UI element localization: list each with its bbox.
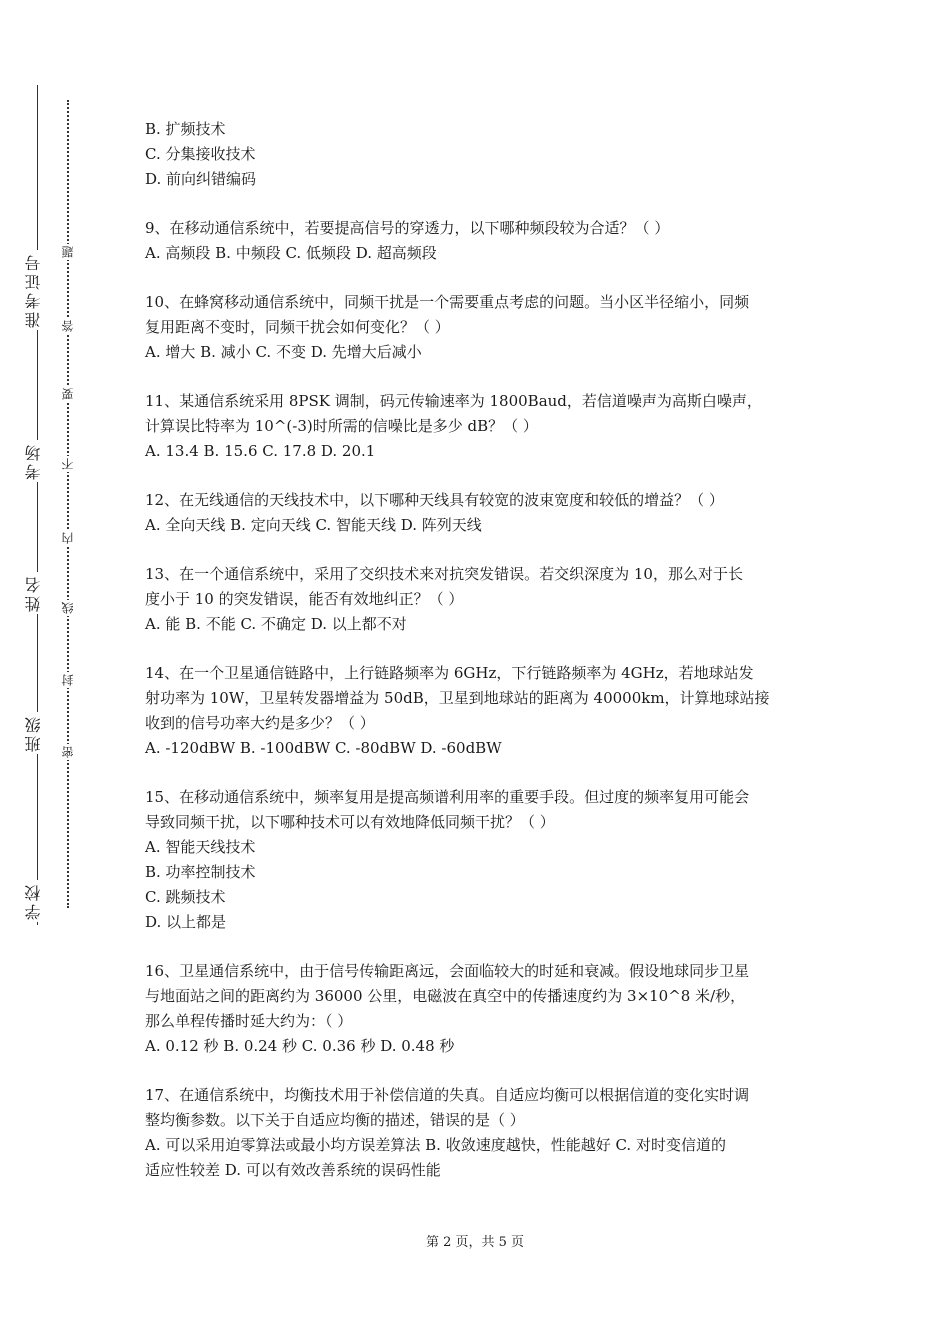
question-block — [145, 488, 815, 538]
option-line: D. 前向纠错编码 — [145, 170, 257, 188]
option-line: A. 智能天线技术 — [145, 838, 256, 856]
question-stem: 15、在移动通信系统中，频率复用是提高频谱利用率的重要手段。但过度的频率复用可能会 — [145, 788, 750, 806]
option-line: A. -120dBW B. -100dBW C. -80dBW D. -60dBW — [145, 739, 502, 757]
seal-char: 题 — [61, 246, 75, 258]
seal-char: 线 — [61, 602, 75, 614]
option-line: C. 跳频技术 — [145, 888, 226, 906]
question-block — [145, 290, 815, 365]
question-stem: 12、在无线通信的天线技术中，以下哪种天线具有较宽的波束宽度和较低的增益？（ ） — [145, 491, 724, 509]
option-line: A. 可以采用迫零算法或最小均方误差算法 B. 收敛速度越快，性能越好 C. 对时变信道的 — [145, 1136, 726, 1154]
field-label-exam-number: 准考证号 — [22, 250, 52, 330]
question-block — [145, 1083, 815, 1183]
page-number: 第 2 页，共 5 页 — [425, 1235, 525, 1250]
question-block — [145, 959, 815, 1059]
option-line: D. 以上都是 — [145, 913, 227, 931]
option-line: A. 13.4 B. 15.6 C. 17.8 D. 20.1 — [145, 442, 376, 460]
field-label-exam-room: 考场 — [22, 440, 52, 482]
question-stem: 计算误比特率为 10^(-3)时所需的信噪比是多少 dB？（ ） — [145, 417, 538, 435]
question-stem: 与地面站之间的距离约为 36000 公里，电磁波在真空中的传播速度约为 3×10^8 米/秒， — [145, 987, 746, 1005]
question-stem: 度小于 10 的突发错误，能否有效地纠正？（ ） — [145, 590, 464, 608]
question-block — [145, 389, 815, 464]
question-stem: 9、在移动通信系统中，若要提高信号的穿透力，以下哪种频段较为合适？（ ） — [145, 219, 670, 237]
option-line: A. 全向天线 B. 定向天线 C. 智能天线 D. 阵列天线 — [145, 516, 482, 534]
field-label-name: 姓名 — [22, 572, 52, 614]
seal-char: 密 — [61, 746, 75, 758]
seal-dotted-line — [67, 100, 69, 908]
question-stem: 13、在一个通信系统中，采用了交织技术来对抗突发错误。若交织深度为 10，那么对于长 — [145, 565, 743, 583]
question-stem: 射功率为 10W，卫星转发器增益为 50dB，卫星到地球站的距离为 40000km，计算地球站接 — [145, 689, 770, 707]
field-label-class: 班级 — [22, 712, 52, 754]
option-line: A. 增大 B. 减小 C. 不变 D. 先增大后减小 — [145, 343, 422, 361]
option-line: C. 分集接收技术 — [145, 145, 256, 163]
question-block — [145, 562, 815, 637]
seal-char: 内 — [61, 532, 75, 544]
question-block — [145, 785, 815, 935]
seal-char: 封 — [61, 674, 75, 686]
option-line: A. 0.12 秒 B. 0.24 秒 C. 0.36 秒 D. 0.48 秒 — [145, 1037, 455, 1055]
option-line: A. 能 B. 不能 C. 不确定 D. 以上都不对 — [145, 615, 407, 633]
question-stem: 收到的信号功率大约是多少？（ ） — [145, 714, 375, 732]
question-stem: 复用距离不变时，同频干扰会如何变化？（ ） — [145, 318, 450, 336]
question-block — [145, 117, 815, 192]
question-stem: 16、卫星通信系统中，由于信号传输距离远，会面临较大的时延和衰减。假设地球同步卫星 — [145, 962, 750, 980]
question-list — [145, 117, 815, 1183]
option-line: B. 扩频技术 — [145, 120, 226, 138]
binding-margin — [0, 0, 110, 1344]
question-stem: 14、在一个卫星通信链路中，上行链路频率为 6GHz，下行链路频率为 4GHz，若地球站发 — [145, 664, 754, 682]
option-line: 适应性较差 D. 可以有效改善系统的误码性能 — [145, 1161, 441, 1179]
question-stem: 11、某通信系统采用 8PSK 调制，码元传输速率为 1800Baud，若信道噪声为高斯白噪声， — [145, 392, 762, 410]
binding-solid-line — [37, 85, 38, 925]
question-stem: 导致同频干扰，以下哪种技术可以有效地降低同频干扰？（ ） — [145, 813, 555, 831]
question-block — [145, 216, 815, 266]
question-block — [145, 661, 815, 761]
option-line: A. 高频段 B. 中频段 C. 低频段 D. 超高频段 — [145, 244, 437, 262]
question-stem: 10、在蜂窝移动通信系统中，同频干扰是一个需要重点考虑的问题。当小区半径缩小，同频 — [145, 293, 750, 311]
seal-char: 答 — [61, 320, 75, 332]
seal-char: 不 — [61, 458, 75, 470]
option-line: B. 功率控制技术 — [145, 863, 256, 881]
question-stem: 整均衡参数。以下关于自适应均衡的描述，错误的是（ ） — [145, 1111, 525, 1129]
question-stem: 17、在通信系统中，均衡技术用于补偿信道的失真。自适应均衡可以根据信道的变化实时调 — [145, 1086, 750, 1104]
field-label-school: 学校 — [22, 880, 52, 922]
seal-char: 要 — [61, 388, 75, 400]
question-stem: 那么单程传播时延大约为：（ ） — [145, 1012, 353, 1030]
